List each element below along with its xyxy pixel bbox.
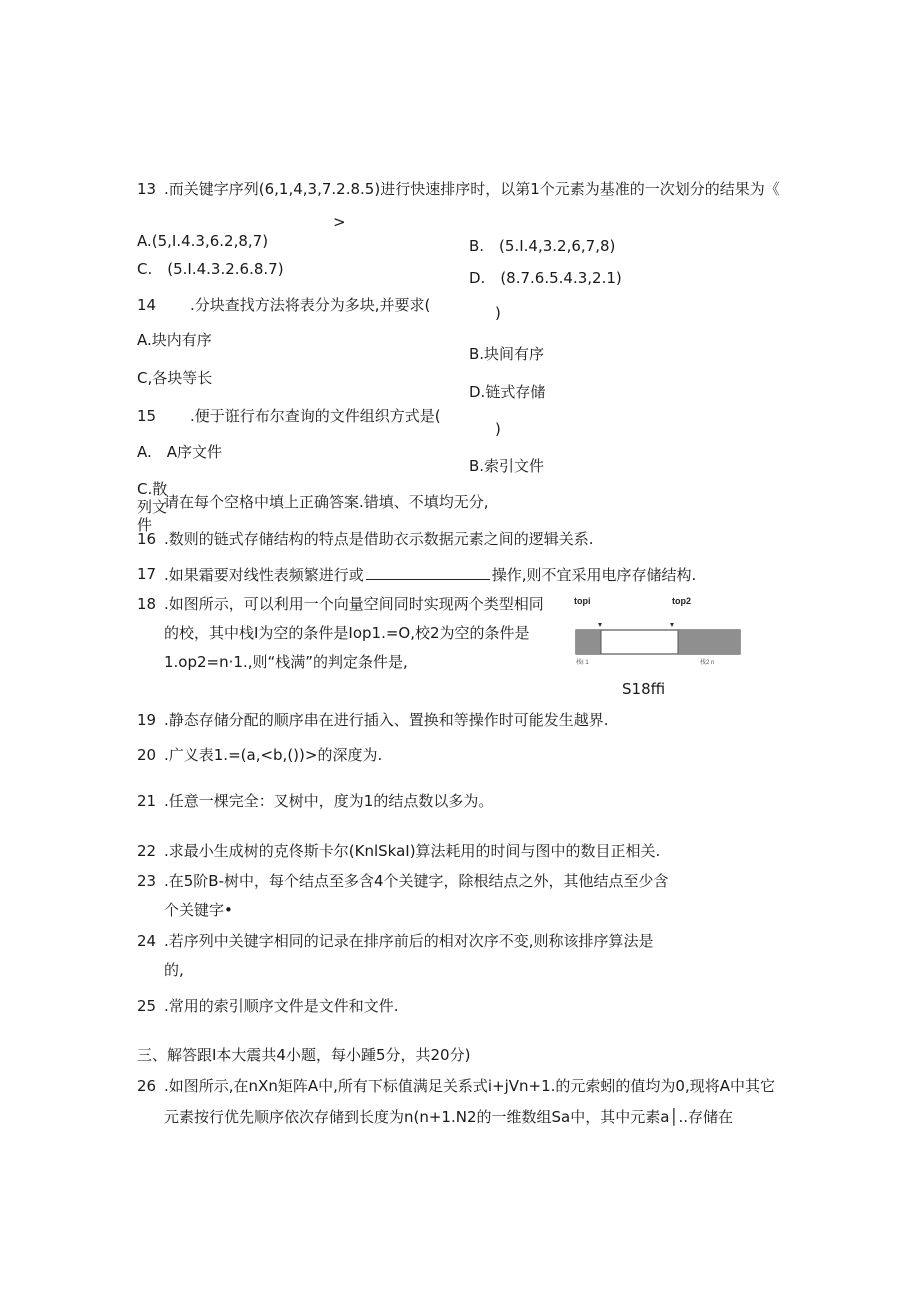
- section-2-instructions: 请在每个空格中填上正确答案.错填、不填均无分,: [164, 493, 489, 511]
- question-26-line-2: 元素按行优先顺序依次存储到长度为n(n+1.N2的一维数组Sa中，其中元素a│..存储在: [164, 1108, 733, 1126]
- question-17-number: 17: [137, 565, 157, 583]
- figure-bottom-left-label: 栈I 1: [576, 660, 589, 666]
- question-17-text-before: .如果霜要对线性表频繁进行或: [164, 566, 364, 584]
- question-16-text: .数则的链式存储结构的特点是借助衣示数据元素之间的逻辑关系.: [164, 530, 594, 548]
- option-14-a: A.块内有序: [137, 331, 212, 349]
- question-16-number: 16: [137, 530, 157, 548]
- option-14-c: C,各块等长: [137, 369, 213, 387]
- question-20-text: .广义表1.=(a,<b,())>的深度为.: [164, 746, 383, 764]
- question-17-text-after: 操作,则不宜采用电序存储结构.: [491, 566, 697, 584]
- section-3-heading: 三、解答跟I本大震共4小题，每小踵5分，共20分): [137, 1046, 471, 1064]
- option-13-a: A.(5,I.4.3,6.2,8,7): [137, 232, 269, 250]
- option-15-b: B.索引文件: [469, 457, 545, 475]
- question-19-text: .静态存储分配的顺序串在进行插入、置换和等操作时可能发生越界.: [164, 711, 609, 729]
- question-14-number: 14: [137, 296, 157, 314]
- option-13-d: D. (8.7.6.5.4.3,2.1): [469, 269, 622, 287]
- question-23-number: 23: [137, 872, 157, 890]
- question-24-number: 24: [137, 932, 157, 950]
- shared-stack-figure: [574, 592, 744, 678]
- question-18-line-1: .如图所示，可以利用一个向量空间同时实现两个类型相同: [164, 595, 544, 613]
- shared-stack-diagram: [574, 592, 744, 678]
- option-15-a: A. A序文件: [137, 443, 223, 461]
- question-18-line-3: 1.op2=n·1.,则“栈满”的判定条件是,: [164, 653, 408, 671]
- question-23-line-1: .在5阶B-树中，每个结点至多含4个关键字，除根结点之外，其他结点至少含: [164, 872, 669, 890]
- question-13-bracket-close: >: [333, 213, 346, 231]
- question-21-number: 21: [137, 792, 157, 810]
- top1-pointer-icon: [598, 623, 602, 627]
- question-22-text: .求最小生成树的克佟斯卡尔(KnlSkaI)算法耗用的时间与图中的数目正相关.: [164, 842, 661, 860]
- option-15-c-cropped: C.散列文件: [137, 480, 168, 534]
- figure-top2-label: top2: [672, 596, 691, 606]
- question-14-text: .分块查找方法将表分为多块,并要求(: [190, 296, 431, 314]
- figure-top1-label: topi: [574, 596, 591, 606]
- question-15-number: 15: [137, 407, 157, 425]
- question-24-line-1: .若序列中关键字相同的记录在排序前后的相对次序不变,则称该排序算法是: [164, 932, 654, 950]
- question-13-text: .而关键字序列(6,1,4,3,7.2.8.5)进行快速排序时，以第1个元素为基准的一次划分的结果为《: [164, 180, 780, 198]
- question-26-line-1: .如图所示,在nXn矩阵A中,所有下标值满足关系式i+jVn+1.的元索蚓的值均为0,现将A中其它: [164, 1077, 775, 1095]
- figure-caption: S18ffi: [622, 680, 666, 698]
- question-23-line-2: 个关键字•: [164, 901, 233, 919]
- stack1-filled-region: [576, 630, 601, 654]
- question-14-paren: ): [495, 304, 501, 322]
- question-25-number: 25: [137, 997, 157, 1015]
- answer-blank: [366, 565, 490, 580]
- option-14-d: D.链式存储: [469, 383, 546, 401]
- question-21-text: .任意一棵完全：叉树中，度为1的结点数以多为。: [164, 792, 494, 810]
- question-26-number: 26: [137, 1077, 157, 1095]
- option-13-c: C. (5.I.4.3.2.6.8.7): [137, 260, 284, 278]
- question-18-line-2: 的校，其中栈I为空的条件是Iop1.=O,校2为空的条件是: [164, 624, 530, 642]
- question-20-number: 20: [137, 746, 157, 764]
- stack2-filled-region: [678, 630, 740, 654]
- question-13-number: 13: [137, 180, 157, 198]
- figure-bottom-right-label: 栈2 n: [700, 660, 715, 666]
- question-24-line-2: 的,: [164, 961, 184, 979]
- question-18-number: 18: [137, 595, 157, 613]
- question-15-text: .便于诳行布尔查询的文件组织方式是(: [190, 407, 441, 425]
- question-22-number: 22: [137, 842, 157, 860]
- question-17-text: [164, 565, 696, 584]
- option-13-b: B. (5.I.4,3.2,6,7,8): [469, 237, 616, 255]
- question-25-text: .常用的索引顺序文件是文件和文件.: [164, 997, 399, 1015]
- top2-pointer-icon: [670, 623, 674, 627]
- option-14-b: B.块间有序: [469, 345, 545, 363]
- question-15-paren: ): [495, 420, 501, 438]
- question-19-number: 19: [137, 711, 157, 729]
